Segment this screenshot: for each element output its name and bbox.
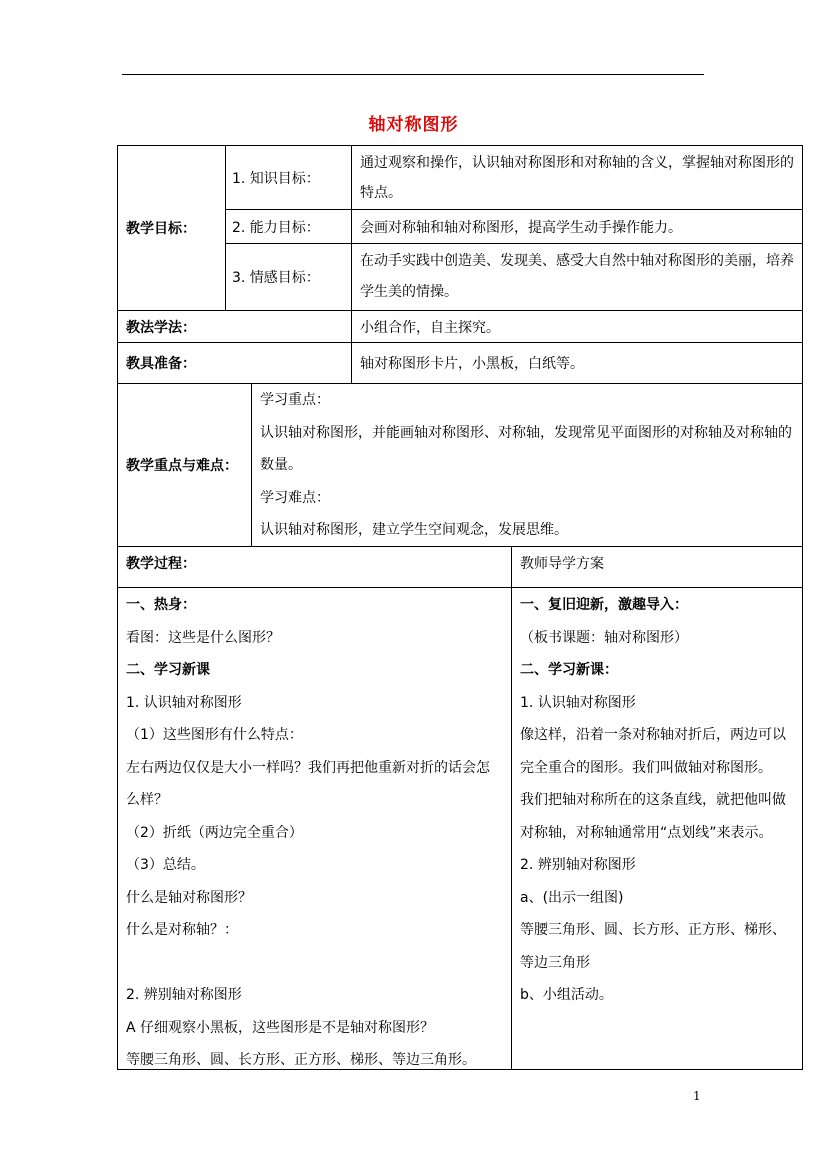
right-line-intro: 一、复旧迎新，激趣导入： [520,597,688,613]
focus-difficulty-heading: 学习难点： [260,489,330,506]
left-line-shapes: 等腰三角形、圆、长方形、正方形、梯形、等边三角形。 [126,1052,476,1068]
left-line-identify: 2. 辨别轴对称图形 [126,987,242,1003]
objective-2-content: 会画对称轴和轴对称图形，提高学生动手操作能力。 [360,219,682,236]
objective-1-content-cell [351,145,803,209]
process-label-cell [117,546,511,587]
teacher-label-cell [511,546,803,587]
tools-content-cell [351,342,803,383]
objective-1-label-cell [225,145,351,209]
objective-3-label: 3. 情感目标： [232,270,320,286]
objective-1-content: 通过观察和操作，认识轴对称图形和对称轴的含义，掌握轴对称图形的特点。 [360,155,794,201]
focus-key-heading: 学习重点： [260,392,330,408]
left-line-observe: A 仔细观察小黑板，这些图形是不是轴对称图形？ [126,1019,435,1036]
objectives-label: 教学目标： [126,221,196,237]
focus-key-text: 认识轴对称图形，并能画轴对称图形、对称轴，发现常见平面图形的对称轴及对称轴的数量。 [260,424,792,473]
process-label: 教学过程： [126,556,196,572]
page-number: 1 [693,1089,701,1103]
tools-label: 教具准备： [126,356,196,372]
left-line-summary: （3）总结。 [126,857,205,873]
right-line-group: b、小组活动。 [520,987,613,1003]
focus-content-cell [251,383,803,546]
right-line-shapes: 等腰三角形、圆、长方形、正方形、梯形、等边三角形 [520,922,786,971]
right-line-axis-def: 我们把轴对称所在的这条直线，就把他叫做对称轴，对称轴通常用“点划线”来表示。 [520,792,786,841]
objective-1-label: 1. 知识目标： [232,170,320,187]
right-line-definition: 像这样，沿着一条对称轴对折后，两边可以完全重合的图形。我们叫做轴对称图形。 [520,727,786,776]
tools-label-cell [117,342,351,383]
header-rule [122,74,704,75]
right-line-identify: 2. 辨别轴对称图形 [520,857,636,873]
objective-3-content: 在动手实践中创造美、发现美、感受大自然中轴对称图形的美丽，培养学生美的情操。 [360,253,794,300]
right-line-show: a、(出示一组图) [520,889,624,906]
method-label: 教法学法： [126,319,196,336]
objective-3-content-cell [351,243,803,310]
method-content-cell [351,310,803,342]
right-line-new-lesson: 二、学习新课： [520,662,618,678]
focus-label-cell [117,383,251,546]
tools-content: 轴对称图形卡片，小黑板，白纸等。 [360,356,584,372]
method-label-cell [117,310,351,342]
objective-3-label-cell [225,243,351,310]
left-line-blank [126,947,503,980]
page-title: 轴对称图形 [368,115,459,135]
process-left-cell [117,587,511,1070]
objectives-label-cell [117,145,225,310]
left-line-look: 看图：这些是什么图形？ [126,629,280,646]
left-line-what-axis-figure: 什么是轴对称图形？ [126,889,252,906]
objective-2-content-cell [351,209,803,243]
focus-difficulty-text: 认识轴对称图形，建立学生空间观念，发展思维。 [260,522,568,538]
left-line-question: 左右两边仅仅是大小一样吗？我们再把他重新对折的话会怎么样？ [126,759,490,808]
right-line-recognize: 1. 认识轴对称图形 [520,694,636,711]
method-content: 小组合作，自主探究。 [360,319,500,336]
left-line-features: （1）这些图形有什么特点： [126,727,303,743]
right-line-board: （板书课题：轴对称图形） [520,629,688,646]
left-line-recognize: 1. 认识轴对称图形 [126,694,242,711]
left-line-fold: （2）折纸（两边完全重合） [126,824,303,841]
left-line-new-lesson: 二、学习新课 [126,662,210,678]
objective-2-label: 2. 能力目标： [232,219,320,236]
objective-2-label-cell [225,209,351,243]
left-line-what-axis: 什么是对称轴？： [126,922,238,938]
teacher-label: 教师导学方案 [520,556,604,572]
focus-label: 教学重点与难点： [126,458,238,474]
left-line-warmup: 一、热身： [126,597,196,613]
process-right-cell [511,587,803,1070]
